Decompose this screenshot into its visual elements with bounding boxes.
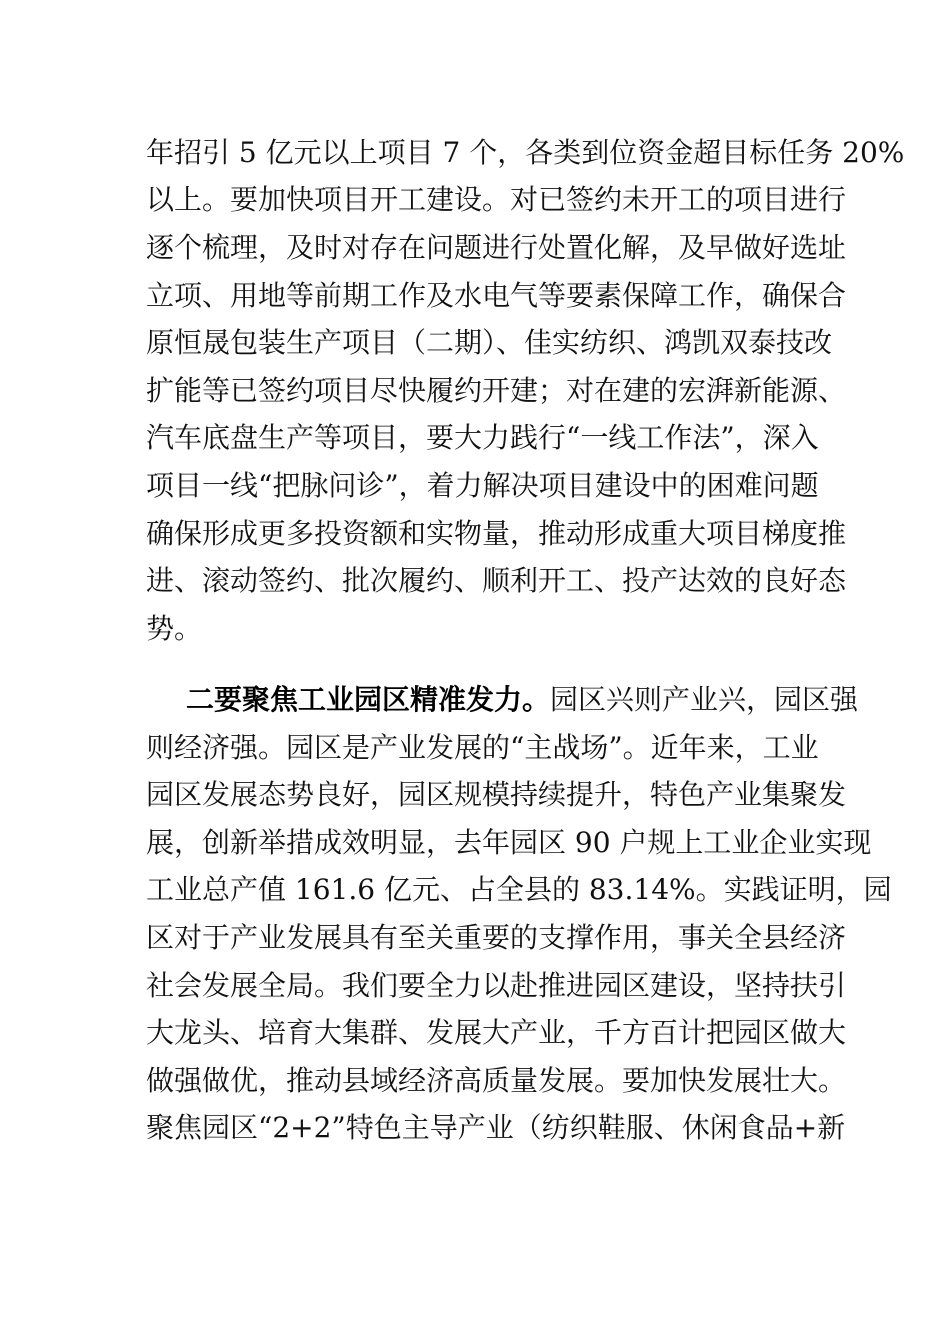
paragraph-1-line-8: 项目一线“把脉问诊”，着力解决项目建设中的困难问题 bbox=[146, 469, 819, 502]
paragraph-2-line-4: 展，创新举措成效明显，去年园区 90 户规上工业企业实现 bbox=[146, 826, 872, 859]
section-heading: 二要聚焦工业园区精准发力。 bbox=[186, 683, 551, 716]
paragraph-2-line-8: 大龙头、培育大集群、发展大产业，千方百计把园区做大 bbox=[146, 1016, 847, 1049]
paragraph-1-line-6: 扩能等已签约项目尽快履约开建；对在建的宏湃新能源、 bbox=[146, 374, 847, 407]
paragraph-1-line-11: 势。 bbox=[146, 612, 203, 645]
paragraph-1-line-7: 汽车底盘生产等项目，要大力践行“一线工作法”，深入 bbox=[146, 421, 819, 454]
paragraph-1-line-10: 进、滚动签约、批次履约、顺利开工、投产达效的良好态 bbox=[146, 564, 847, 597]
paragraph-1-line-2: 以上。要加快项目开工建设。对已签约未开工的项目进行 bbox=[146, 183, 847, 216]
paragraph-2-line-5: 工业总产值 161.6 亿元、占全县的 83.14%。实践证明，园 bbox=[146, 873, 892, 906]
paragraph-2-first-line-text: 园区兴则产业兴，园区强 bbox=[550, 683, 859, 716]
paragraph-2-line-10: 聚焦园区“2+2”特色主导产业（纺织鞋服、休闲食品+新 bbox=[146, 1111, 846, 1144]
paragraph-1-line-4: 立项、用地等前期工作及水电气等要素保障工作，确保合 bbox=[146, 279, 847, 312]
paragraph-2-line-7: 社会发展全局。我们要全力以赴推进园区建设，坚持扶引 bbox=[146, 969, 847, 1002]
paragraph-1-line-1: 年招引 5 亿元以上项目 7 个，各类到位资金超目标任务 20% bbox=[146, 136, 905, 169]
paragraph-2-line-3: 园区发展态势良好，园区规模持续提升，特色产业集聚发 bbox=[146, 778, 847, 811]
paragraph-2-first-line bbox=[186, 680, 859, 720]
paragraph-2-line-9: 做强做优，推动县域经济高质量发展。要加快发展壮大。 bbox=[146, 1064, 847, 1097]
paragraph-1-line-3: 逐个梳理，及时对存在问题进行处置化解，及早做好选址 bbox=[146, 231, 847, 264]
paragraph-2-line-2: 则经济强。园区是产业发展的“主战场”。近年来，工业 bbox=[146, 731, 819, 764]
paragraph-1-line-5: 原恒晟包装生产项目（二期）、佳实纺织、鸿凯双泰技改 bbox=[146, 326, 833, 359]
paragraph-2-line-6: 区对于产业发展具有至关重要的支撑作用，事关全县经济 bbox=[146, 921, 847, 954]
paragraph-1-line-9: 确保形成更多投资额和实物量，推动形成重大项目梯度推 bbox=[146, 517, 847, 550]
